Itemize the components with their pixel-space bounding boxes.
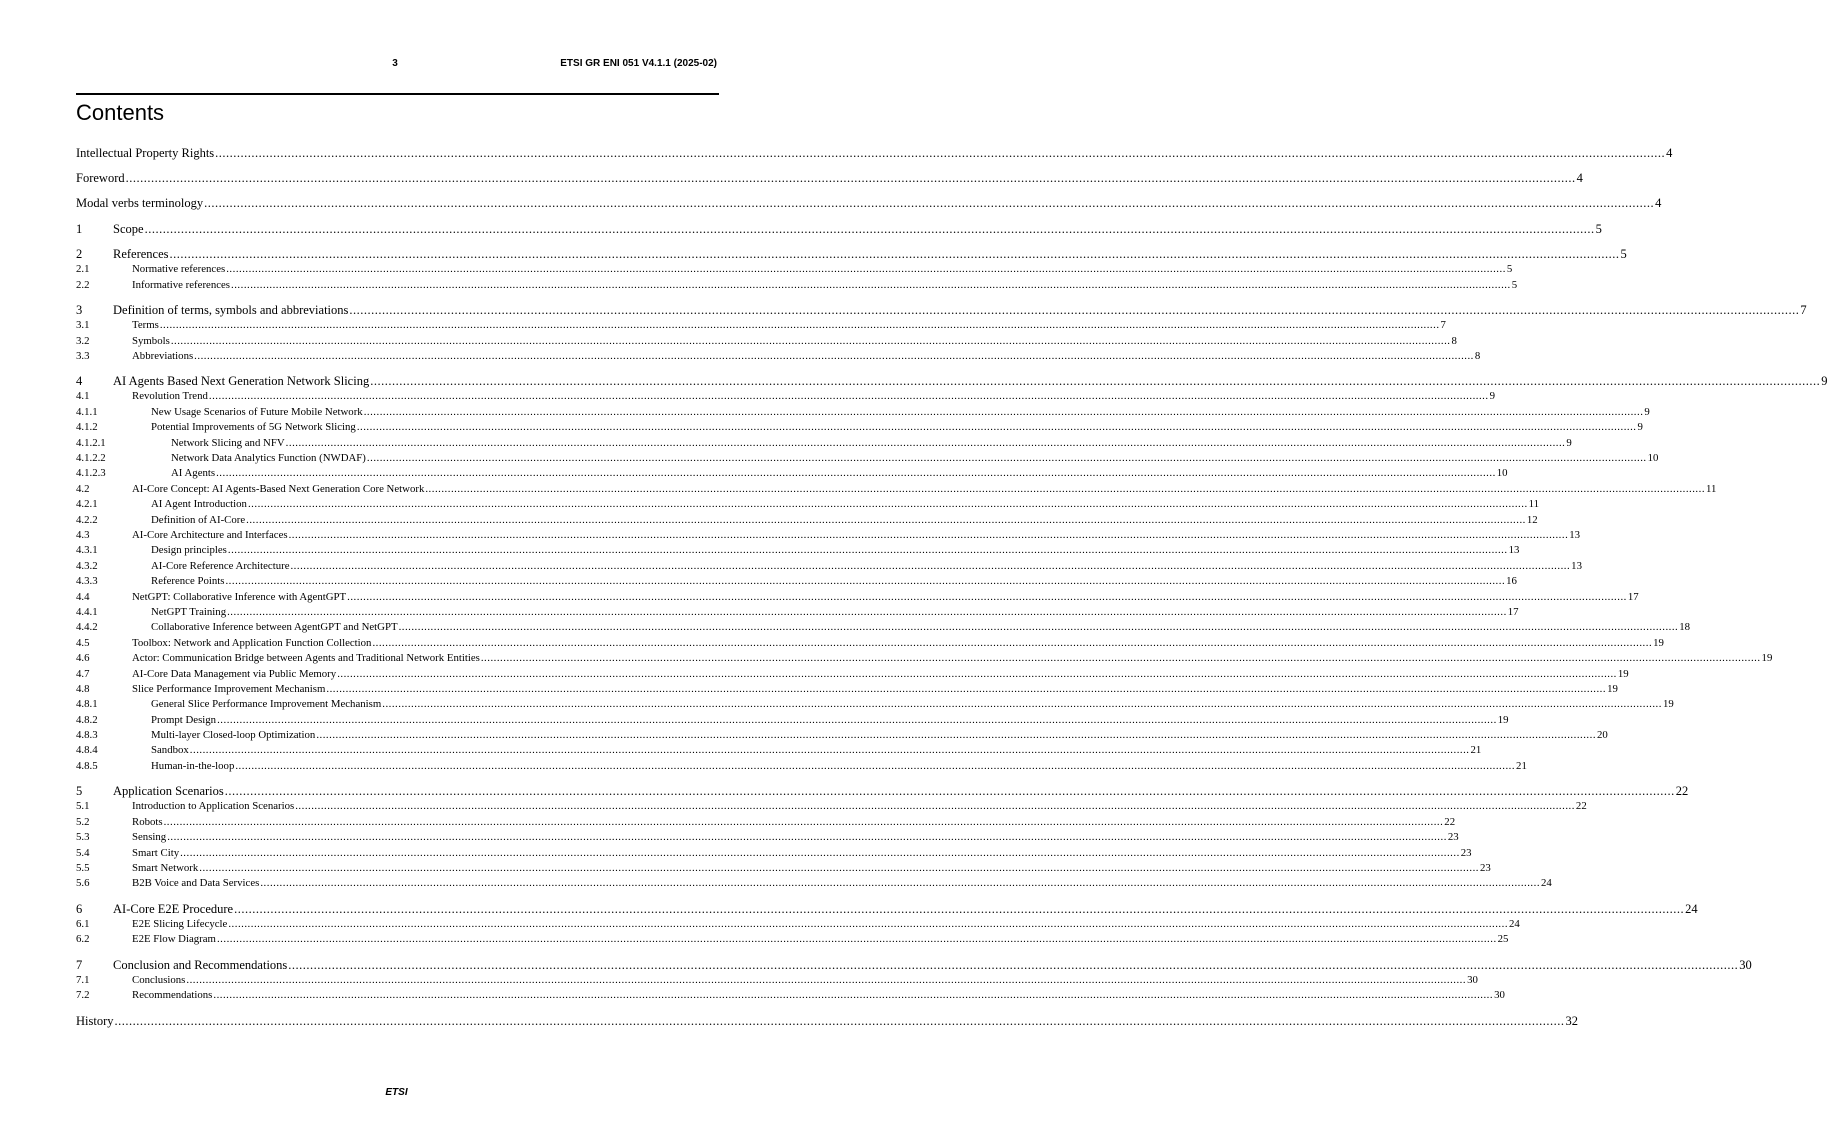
toc-entry-page: 19	[1617, 667, 1629, 680]
toc-entry[interactable]	[76, 713, 1509, 728]
toc-entry-page: 5	[1511, 278, 1518, 291]
toc-entry[interactable]	[76, 682, 1618, 697]
toc-entry-title: E2E Slicing Lifecycle	[132, 917, 228, 930]
toc-entry[interactable]	[76, 302, 1807, 318]
toc-entry-page: 25	[1497, 933, 1509, 946]
toc-entry-title: Potential Improvements of 5G Network Slicing	[151, 421, 356, 434]
toc-dot-leader: ................................................................................................................................................................................................................................................................................................................................................................................................................	[159, 319, 1440, 332]
toc-entry-number: 5.3	[76, 831, 90, 844]
toc-entry[interactable]	[76, 318, 1446, 333]
document-id: ETSI GR ENI 051 V4.1.1 (2025-02)	[560, 58, 717, 69]
toc-entry-title: Toolbox: Network and Application Function Collection	[132, 636, 372, 649]
toc-dot-leader: ................................................................................................................................................................................................................................................................................................................................................................................................................	[194, 349, 1474, 362]
toc-entry[interactable]	[76, 815, 1456, 830]
toc-entry-title: Network Slicing and NFV	[171, 436, 285, 449]
toc-entry[interactable]	[76, 420, 1643, 435]
toc-dot-leader: ................................................................................................................................................................................................................................................................................................................................................................................................................	[480, 652, 1761, 665]
footer-etsi: ETSI	[385, 1087, 408, 1098]
toc-entry-title: Revolution Trend	[132, 390, 208, 403]
toc-dot-leader: ................................................................................................................................................................................................................................................................................................................................................................................................................	[213, 989, 1494, 1002]
toc-dot-leader: ................................................................................................................................................................................................................................................................................................................................................................................................................	[382, 698, 1662, 711]
toc-entry-title: AI-Core Reference Architecture	[151, 559, 290, 572]
toc-entry[interactable]	[76, 605, 1519, 620]
toc-entry-title: Abbreviations	[132, 349, 194, 362]
toc-entry-page: 21	[1516, 759, 1527, 772]
toc-entry-number: 4.1.2.1	[76, 436, 106, 449]
toc-entry-title: NetGPT: Collaborative Inference with AgentGPT	[132, 590, 347, 603]
toc-entry-title: Design principles	[151, 544, 227, 557]
toc-dot-leader: ................................................................................................................................................................................................................................................................................................................................................................................................................	[217, 713, 1497, 726]
toc-entry-number: 4.4	[76, 590, 90, 603]
toc-entry-page: 30	[1467, 973, 1478, 986]
toc-entry-title: Robots	[132, 815, 163, 828]
toc-entry-page: 9	[1637, 421, 1643, 434]
toc-entry-number: 4.3.1	[76, 544, 98, 557]
toc-entry-title: Recommendations	[132, 989, 213, 1002]
toc-entry-number: 7.2	[76, 989, 90, 1002]
toc-dot-leader: ................................................................................................................................................................................................................................................................................................................................................................................................................	[288, 957, 1739, 972]
toc-dot-leader: ................................................................................................................................................................................................................................................................................................................................................................................................................	[208, 390, 1489, 403]
toc-dot-leader: ................................................................................................................................................................................................................................................................................................................................................................................................................	[372, 636, 1653, 649]
toc-entry-title: New Usage Scenarios of Future Mobile Network	[151, 405, 363, 418]
toc-dot-leader: ................................................................................................................................................................................................................................................................................................................................................................................................................	[215, 146, 1666, 160]
toc-entry-number: 3.1	[76, 319, 90, 332]
toc-entry[interactable]	[76, 932, 1509, 947]
toc-entry-title: Terms	[132, 319, 159, 332]
toc-dot-leader: ................................................................................................................................................................................................................................................................................................................................................................................................................	[226, 263, 1506, 276]
toc-entry-number: 5.6	[76, 877, 90, 890]
toc-dot-leader: ................................................................................................................................................................................................................................................................................................................................................................................................................	[231, 278, 1511, 291]
toc-entry[interactable]	[76, 846, 1472, 861]
toc-entry-title: Normative references	[132, 263, 226, 276]
toc-entry-page: 4	[1666, 146, 1673, 160]
toc-entry[interactable]	[76, 221, 1602, 237]
toc-entry-number: 4.3.2	[76, 559, 98, 572]
toc-entry[interactable]	[76, 590, 1639, 605]
toc-entry-title: Actor: Communication Bridge between Agents and Traditional Network Entities	[132, 652, 480, 665]
toc-entry-title: History	[76, 1013, 114, 1028]
toc-entry[interactable]	[76, 861, 1491, 876]
toc-dot-leader: ................................................................................................................................................................................................................................................................................................................................................................................................................	[204, 196, 1655, 211]
toc-entry-page: 22	[1444, 815, 1456, 828]
toc-entry-number: 5.4	[76, 846, 90, 859]
toc-entry[interactable]	[76, 667, 1629, 682]
toc-entry-number: 7.1	[76, 973, 90, 986]
toc-dot-leader: ................................................................................................................................................................................................................................................................................................................................................................................................................	[288, 528, 1569, 541]
toc-entry-page: 23	[1447, 831, 1459, 844]
toc-dot-leader: ................................................................................................................................................................................................................................................................................................................................................................................................................	[180, 846, 1460, 859]
toc-dot-leader: ................................................................................................................................................................................................................................................................................................................................................................................................................	[285, 436, 1566, 449]
toc-entry-number: 5.1	[76, 800, 90, 813]
toc-entry-number: 3	[76, 302, 83, 317]
toc-entry[interactable]	[76, 349, 1481, 364]
toc-dot-leader: ................................................................................................................................................................................................................................................................................................................................................................................................................	[290, 559, 1571, 572]
toc-entry-title: Smart Network	[132, 861, 199, 874]
toc-entry-number: 6.2	[76, 933, 90, 946]
toc-entry[interactable]	[76, 830, 1459, 845]
toc-entry[interactable]	[76, 436, 1572, 451]
toc-entry[interactable]	[76, 784, 1689, 799]
toc-entry[interactable]	[76, 559, 1582, 574]
toc-dot-leader: ................................................................................................................................................................................................................................................................................................................................................................................................................	[224, 784, 1675, 799]
toc-entry-number: 5.2	[76, 815, 90, 828]
toc-dot-leader: ................................................................................................................................................................................................................................................................................................................................................................................................................	[189, 744, 1470, 757]
toc-entry[interactable]	[76, 451, 1659, 466]
toc-dot-leader: ................................................................................................................................................................................................................................................................................................................................................................................................................	[144, 221, 1595, 236]
toc-entry-page: 4	[1576, 171, 1583, 186]
toc-entry-page: 5	[1620, 246, 1627, 261]
toc-entry-page: 9	[1489, 390, 1495, 403]
toc-dot-leader: ................................................................................................................................................................................................................................................................................................................................................................................................................	[363, 405, 1644, 418]
toc-dot-leader: ................................................................................................................................................................................................................................................................................................................................................................................................................	[295, 800, 1575, 813]
toc-entry-number: 5	[76, 784, 83, 799]
header-rule	[76, 93, 719, 95]
toc-dot-leader: ................................................................................................................................................................................................................................................................................................................................................................................................................	[235, 759, 1516, 772]
contents-title: Contents	[76, 100, 165, 125]
toc-entry-page: 11	[1706, 482, 1717, 495]
toc-dot-leader: ................................................................................................................................................................................................................................................................................................................................................................................................................	[199, 861, 1479, 874]
toc-entry-page: 24	[1509, 917, 1520, 930]
toc-dot-leader: ................................................................................................................................................................................................................................................................................................................................................................................................................	[370, 374, 1821, 389]
toc-entry[interactable]	[76, 1013, 1578, 1029]
toc-entry-title: Sandbox	[151, 744, 189, 757]
toc-entry-title: Conclusion and Recommendations	[113, 957, 288, 972]
toc-dot-leader: ................................................................................................................................................................................................................................................................................................................................................................................................................	[316, 729, 1597, 742]
toc-entry-title: Reference Points	[151, 575, 225, 588]
toc-entry-page: 4	[1655, 196, 1662, 211]
toc-entry-page: 22	[1675, 784, 1689, 799]
toc-entry-page: 7	[1800, 302, 1807, 317]
toc-entry-number: 4.8.3	[76, 729, 98, 742]
toc-entry[interactable]	[76, 651, 1773, 666]
toc-dot-leader: ................................................................................................................................................................................................................................................................................................................................................................................................................	[326, 682, 1607, 695]
toc-dot-leader: ................................................................................................................................................................................................................................................................................................................................................................................................................	[167, 831, 1447, 844]
toc-entry-page: 5	[1506, 263, 1513, 276]
toc-dot-leader: ................................................................................................................................................................................................................................................................................................................................................................................................................	[186, 973, 1467, 986]
toc-entry-page: 17	[1627, 590, 1639, 603]
toc-entry-number: 4.1	[76, 390, 90, 403]
toc-entry-number: 4.3.3	[76, 575, 98, 588]
toc-entry-title: Modal verbs terminology	[76, 196, 204, 211]
toc-entry-title: Introduction to Application Scenarios	[132, 800, 295, 813]
toc-entry-number: 6.1	[76, 917, 90, 930]
toc-entry-page: 13	[1571, 559, 1582, 572]
toc-dot-leader: ................................................................................................................................................................................................................................................................................................................................................................................................................	[349, 302, 1800, 317]
toc-entry-number: 6	[76, 901, 83, 916]
toc-entry[interactable]	[76, 543, 1520, 558]
toc-entry-title: Multi-layer Closed-loop Optimization	[151, 729, 316, 742]
toc-entry[interactable]	[76, 196, 1662, 211]
toc-entry-page: 17	[1507, 605, 1519, 618]
toc-entry-title: Human-in-the-loop	[151, 759, 235, 772]
toc-dot-leader: ................................................................................................................................................................................................................................................................................................................................................................................................................	[247, 498, 1528, 511]
toc-entry[interactable]	[76, 528, 1581, 543]
toc-entry-number: 4.3	[76, 528, 90, 541]
toc-entry-title: AI Agent Introduction	[151, 498, 247, 511]
toc-entry-number: 4.1.2.2	[76, 452, 106, 465]
toc-entry-page: 19	[1607, 682, 1618, 695]
toc-entry[interactable]	[76, 876, 1552, 891]
toc-entry-title: AI-Core Concept: AI Agents-Based Next Generation Core Network	[132, 482, 425, 495]
toc-entry-page: 32	[1565, 1013, 1578, 1028]
toc-entry-number: 2.2	[76, 278, 90, 291]
toc-entry-page: 7	[1440, 319, 1446, 332]
toc-entry-page: 19	[1653, 636, 1664, 649]
toc-entry-number: 4.8	[76, 682, 90, 695]
toc-entry-page: 23	[1479, 861, 1491, 874]
toc-entry-page: 20	[1597, 729, 1608, 742]
toc-entry[interactable]	[76, 973, 1478, 988]
toc-entry-page: 19	[1761, 652, 1773, 665]
toc-entry-page: 30	[1494, 989, 1505, 1002]
toc-entry[interactable]	[76, 988, 1505, 1003]
toc-entry-title: B2B Voice and Data Services	[132, 877, 260, 890]
toc-entry-page: 13	[1508, 544, 1520, 557]
toc-entry-title: Scope	[113, 221, 144, 236]
toc-dot-leader: ................................................................................................................................................................................................................................................................................................................................................................................................................	[227, 544, 1508, 557]
toc-dot-leader: ................................................................................................................................................................................................................................................................................................................................................................................................................	[234, 901, 1685, 916]
toc-entry-number: 4	[76, 374, 83, 389]
toc-dot-leader: ................................................................................................................................................................................................................................................................................................................................................................................................................	[227, 605, 1507, 618]
toc-dot-leader: ................................................................................................................................................................................................................................................................................................................................................................................................................	[169, 246, 1620, 261]
toc-entry[interactable]	[76, 171, 1583, 186]
toc-entry-page: 9	[1644, 405, 1650, 418]
toc-entry-title: E2E Flow Diagram	[132, 933, 216, 946]
toc-entry-page: 24	[1541, 877, 1552, 890]
toc-entry-number: 4.1.1	[76, 405, 98, 418]
toc-entry-title: Intellectual Property Rights	[76, 146, 215, 160]
toc-entry[interactable]	[76, 620, 1691, 635]
table-of-contents	[76, 146, 1827, 1029]
toc-entry-number: 2.1	[76, 263, 90, 276]
toc-entry-number: 4.8.2	[76, 713, 98, 726]
toc-entry-title: AI Agents	[171, 467, 216, 480]
toc-entry-number: 4.6	[76, 652, 90, 665]
toc-dot-leader: ................................................................................................................................................................................................................................................................................................................................................................................................................	[398, 621, 1679, 634]
toc-entry-number: 2	[76, 246, 83, 261]
toc-entry-number: 4.8.4	[76, 744, 98, 757]
toc-dot-leader: ................................................................................................................................................................................................................................................................................................................................................................................................................	[366, 452, 1647, 465]
toc-entry-number: 4.8.5	[76, 759, 98, 772]
toc-entry[interactable]	[76, 389, 1495, 404]
toc-entry-page: 21	[1470, 744, 1482, 757]
toc-entry-page: 10	[1496, 467, 1508, 480]
toc-entry-title: AI-Core Architecture and Interfaces	[132, 528, 288, 541]
page-number: 3	[392, 58, 398, 69]
toc-entry[interactable]	[76, 246, 1627, 262]
toc-entry-title: Definition of AI-Core	[151, 513, 246, 526]
toc-entry-page: 16	[1506, 575, 1517, 588]
toc-entry-number: 3.2	[76, 334, 90, 347]
toc-entry-title: Informative references	[132, 278, 231, 291]
toc-entry-page: 11	[1528, 498, 1540, 511]
toc-entry-number: 4.1.2	[76, 421, 98, 434]
toc-entry[interactable]	[76, 334, 1457, 349]
toc-entry-number: 1	[76, 221, 83, 236]
toc-entry-number: 4.4.2	[76, 621, 98, 634]
toc-entry-title: Slice Performance Improvement Mechanism	[132, 682, 326, 695]
toc-entry[interactable]	[76, 917, 1520, 932]
toc-entry-page: 10	[1647, 452, 1659, 465]
toc-dot-leader: ................................................................................................................................................................................................................................................................................................................................................................................................................	[425, 482, 1706, 495]
toc-entry-title: Definition of terms, symbols and abbreviations	[113, 302, 349, 317]
toc-entry-number: 5.5	[76, 861, 90, 874]
toc-entry-title: References	[113, 246, 169, 261]
toc-entry-page: 19	[1497, 713, 1509, 726]
toc-entry-page: 9	[1821, 374, 1827, 389]
toc-entry-page: 30	[1739, 957, 1752, 972]
toc-entry-number: 4.4.1	[76, 605, 98, 618]
toc-dot-leader: ................................................................................................................................................................................................................................................................................................................................................................................................................	[170, 334, 1451, 347]
toc-entry[interactable]	[76, 697, 1674, 712]
toc-entry-number: 4.2	[76, 482, 90, 495]
toc-entry[interactable]	[76, 482, 1717, 497]
toc-dot-leader: ................................................................................................................................................................................................................................................................................................................................................................................................................	[225, 575, 1506, 588]
toc-entry[interactable]	[76, 262, 1513, 277]
toc-entry-title: Conclusions	[132, 973, 186, 986]
toc-dot-leader: ................................................................................................................................................................................................................................................................................................................................................................................................................	[163, 815, 1444, 828]
toc-entry-title: General Slice Performance Improvement Mechanism	[151, 698, 382, 711]
toc-entry-page: 5	[1595, 221, 1602, 236]
toc-entry-title: Sensing	[132, 831, 167, 844]
toc-entry-page: 18	[1679, 621, 1691, 634]
toc-entry[interactable]	[76, 743, 1482, 758]
toc-entry-page: 8	[1474, 349, 1481, 362]
toc-entry[interactable]	[76, 497, 1540, 512]
toc-entry-page: 19	[1662, 698, 1674, 711]
toc-entry[interactable]	[76, 799, 1587, 814]
toc-entry[interactable]	[76, 278, 1518, 293]
toc-entry[interactable]	[76, 374, 1827, 389]
toc-entry-page: 13	[1569, 528, 1581, 541]
toc-dot-leader: ................................................................................................................................................................................................................................................................................................................................................................................................................	[347, 590, 1627, 603]
toc-entry[interactable]	[76, 901, 1698, 917]
toc-entry[interactable]	[76, 574, 1517, 589]
toc-entry[interactable]	[76, 146, 1673, 161]
toc-entry-number: 4.2.1	[76, 498, 98, 511]
toc-entry-number: 4.7	[76, 667, 90, 680]
toc-entry-page: 24	[1685, 901, 1698, 916]
toc-entry-page: 23	[1460, 846, 1472, 859]
toc-entry-title: NetGPT Training	[151, 605, 227, 618]
toc-entry-number: 4.1.2.3	[76, 467, 106, 480]
toc-entry[interactable]	[76, 728, 1608, 743]
toc-entry-number: 4.2.2	[76, 513, 98, 526]
toc-entry-number: 4.5	[76, 636, 90, 649]
toc-dot-leader: ................................................................................................................................................................................................................................................................................................................................................................................................................	[216, 467, 1496, 480]
toc-entry-title: Smart City	[132, 846, 180, 859]
toc-dot-leader: ................................................................................................................................................................................................................................................................................................................................................................................................................	[125, 171, 1576, 186]
toc-entry-title: Foreword	[76, 171, 125, 186]
toc-entry-title: AI Agents Based Next Generation Network Slicing	[113, 374, 370, 389]
toc-entry[interactable]	[76, 513, 1538, 528]
toc-entry-title: Prompt Design	[151, 713, 217, 726]
toc-entry[interactable]	[76, 759, 1527, 774]
toc-entry[interactable]	[76, 636, 1664, 651]
toc-entry-title: AI-Core Data Management via Public Memory	[132, 667, 337, 680]
toc-entry-page: 22	[1575, 800, 1587, 813]
toc-entry-number: 7	[76, 957, 83, 972]
toc-dot-leader: ................................................................................................................................................................................................................................................................................................................................................................................................................	[114, 1013, 1565, 1028]
toc-dot-leader: ................................................................................................................................................................................................................................................................................................................................................................................................................	[337, 667, 1617, 680]
toc-entry[interactable]	[76, 957, 1752, 973]
toc-dot-leader: ................................................................................................................................................................................................................................................................................................................................................................................................................	[216, 933, 1497, 946]
toc-dot-leader: ................................................................................................................................................................................................................................................................................................................................................................................................................	[260, 877, 1541, 890]
toc-entry-page: 9	[1566, 436, 1572, 449]
toc-entry-title: Application Scenarios	[113, 784, 224, 799]
toc-entry[interactable]	[76, 466, 1508, 481]
toc-entry-title: Network Data Analytics Function (NWDAF)	[171, 452, 366, 465]
toc-entry-number: 3.3	[76, 349, 90, 362]
toc-dot-leader: ................................................................................................................................................................................................................................................................................................................................................................................................................	[246, 513, 1526, 526]
toc-entry-number: 4.8.1	[76, 698, 98, 711]
toc-entry-title: AI-Core E2E Procedure	[113, 901, 234, 916]
toc-entry-title: Symbols	[132, 334, 170, 347]
toc-entry-title: Collaborative Inference between AgentGPT and NetGPT	[151, 621, 398, 634]
toc-entry-page: 12	[1526, 513, 1538, 526]
toc-entry-page: 8	[1451, 334, 1457, 347]
toc-entry[interactable]	[76, 405, 1650, 420]
toc-dot-leader: ................................................................................................................................................................................................................................................................................................................................................................................................................	[356, 421, 1637, 434]
toc-dot-leader: ................................................................................................................................................................................................................................................................................................................................................................................................................	[228, 917, 1509, 930]
